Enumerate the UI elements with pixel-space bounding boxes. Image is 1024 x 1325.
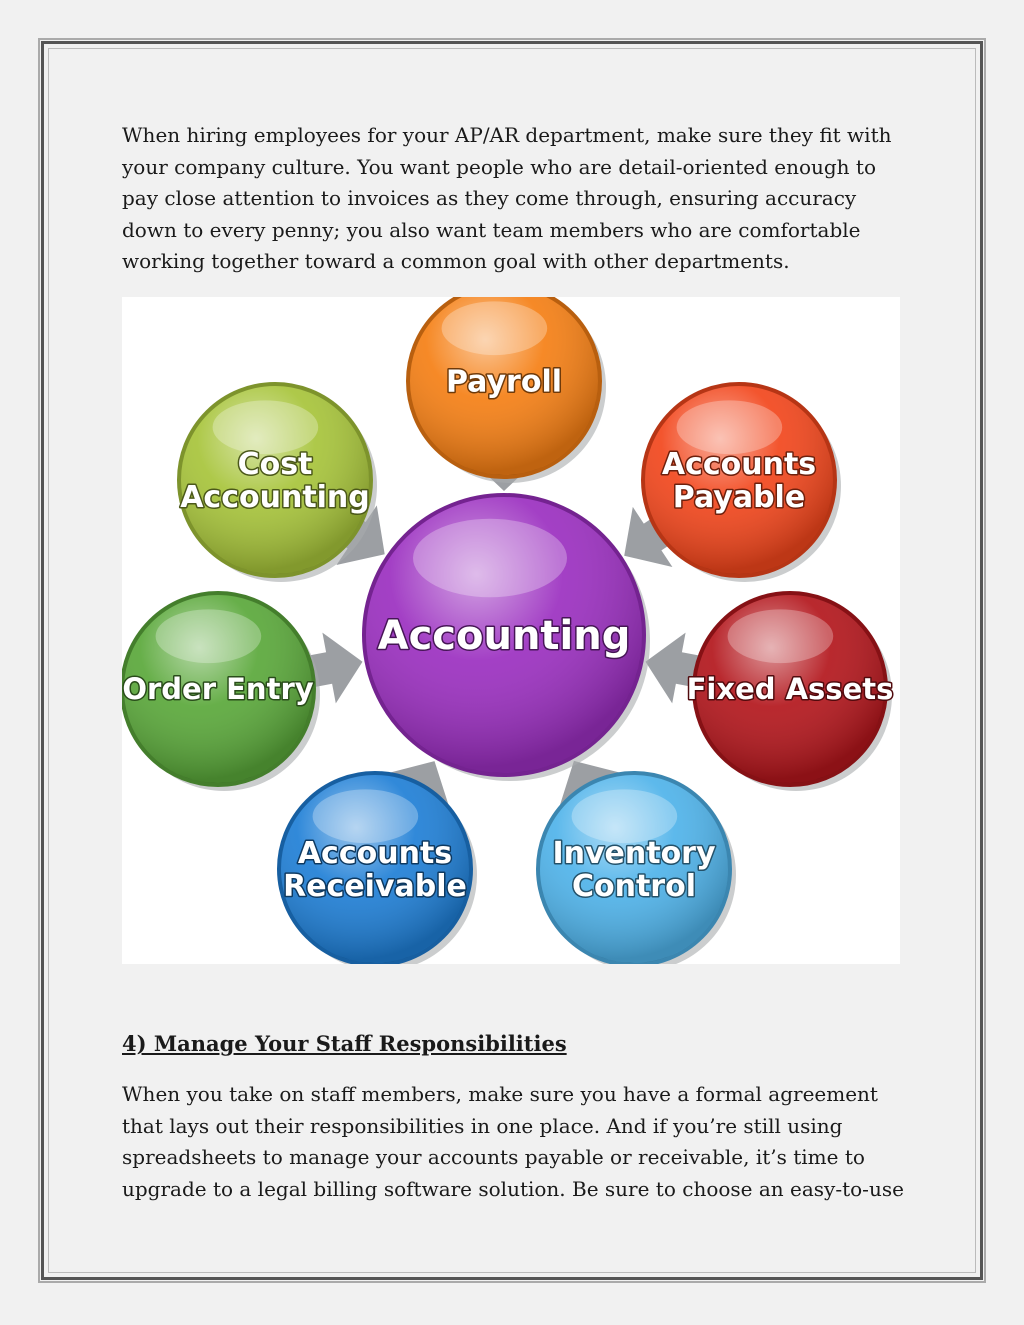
bubble-label-center-1: Accounting xyxy=(377,613,631,659)
page-frame xyxy=(41,41,983,1280)
bubble-order-entry xyxy=(122,593,320,791)
bubble-label-cost-accounting-1: Cost xyxy=(237,447,313,482)
section-heading: 4) Manage Your Staff Responsibilities xyxy=(122,1031,567,1056)
bubble-label-payroll-1: Payroll xyxy=(445,364,563,400)
bubble-center xyxy=(364,495,650,781)
bubble-label-accounts-receivable-1: Accounts xyxy=(297,836,453,871)
bubble-label-accounts-payable-1: Accounts xyxy=(661,447,817,482)
bubble-label-cost-accounting-2: Accounting xyxy=(180,480,370,515)
body-paragraph: When you take on staff members, make sure you have a formal agreement that lays out their responsibilities in one place. And if you’re still using spreadsheets to manage your accounts payable or receivable, it’s time to upgrade to a legal billing software solution. Be sure to choose an easy-to-use xyxy=(122,1082,904,1201)
accounting-diagram xyxy=(122,297,900,964)
bubble-label-fixed-assets-1: Fixed Assets xyxy=(686,672,894,707)
bubble-label-accounts-payable-2: Payable xyxy=(672,480,806,515)
bubble-label-order-entry-1: Order Entry xyxy=(122,672,314,707)
diagram-bubbles xyxy=(122,297,893,964)
intro-paragraph: When hiring employees for your AP/AR department, make sure they fit with your company culture. You want people who are detail-oriented enough to pay close attention to invoices as they come through, ensuring accuracy down to every penny; you also want team members who are comfortable working together toward a common goal with other departments. xyxy=(122,123,892,274)
bubble-label-inventory-control-2: Control xyxy=(571,869,697,904)
bubble-inventory-control xyxy=(538,773,736,964)
bubble-label-inventory-control-1: Inventory xyxy=(552,836,716,871)
bubble-fixed-assets xyxy=(687,593,894,791)
bubble-label-accounts-receivable-2: Receivable xyxy=(283,869,467,904)
bubble-payroll xyxy=(408,297,606,483)
bubble-cost-accounting xyxy=(179,384,377,582)
bubble-accounts-payable xyxy=(643,384,841,582)
